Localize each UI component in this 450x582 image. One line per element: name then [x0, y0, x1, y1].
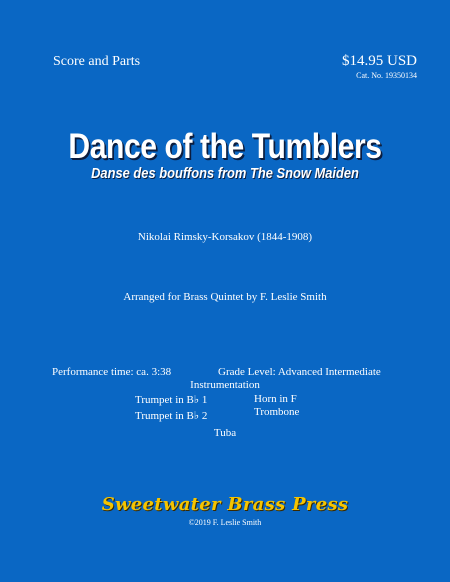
- edition-label: Score and Parts: [53, 54, 141, 69]
- arranger-credit: Arranged for Brass Quintet by F. Leslie Smith: [123, 291, 327, 303]
- publisher-logo: Sweetwater Brass Press: [101, 494, 349, 515]
- catalog-number: Cat. No. 19350134: [356, 71, 417, 80]
- page-title: Dance of the Tumblers: [68, 127, 382, 166]
- title-block: [0, 128, 450, 182]
- composer-credit: Nikolai Rimsky-Korsakov (1844-1908): [137, 231, 313, 243]
- instrument-item: Trumpet in B♭ 1: [135, 394, 208, 406]
- page-subtitle: Danse des bouffons from The Snow Maiden: [91, 165, 359, 182]
- price-label: $14.95 USD: [341, 53, 417, 69]
- instrument-item: Trombone: [254, 406, 300, 418]
- copyright-notice: ©2019 F. Leslie Smith: [188, 518, 262, 527]
- publisher-block: [0, 494, 450, 515]
- grade-level: Grade Level: Advanced Intermediate: [218, 366, 381, 378]
- instrument-item: Tuba: [213, 427, 237, 439]
- instrument-item: Horn in F: [254, 393, 297, 405]
- performance-time: Performance time: ca. 3:38: [52, 366, 172, 378]
- instrument-item: Trumpet in B♭ 2: [135, 410, 208, 422]
- instrumentation-heading: Instrumentation: [190, 379, 260, 391]
